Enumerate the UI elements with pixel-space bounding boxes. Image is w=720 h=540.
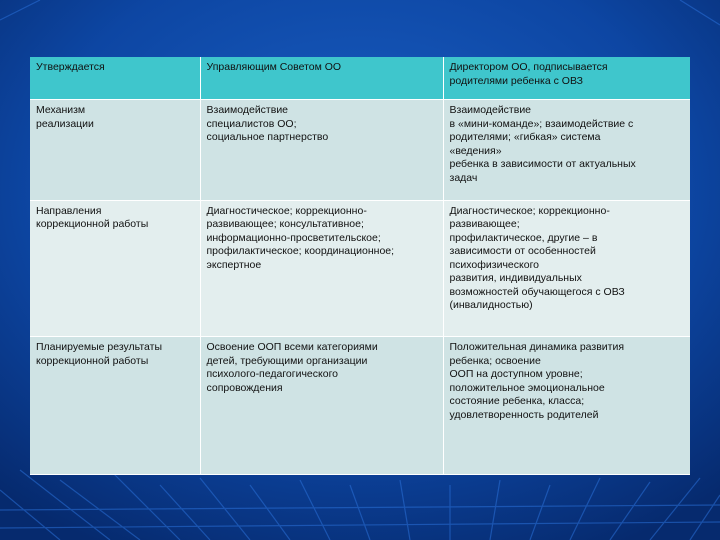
table-cell: Взаимодействие специалистов ОО; социальное партнерство [200, 100, 443, 200]
table-cell: Утверждается [30, 57, 200, 100]
table-row [30, 57, 690, 100]
table-cell: Положительная динамика развития ребенка; освоение ООП на доступном уровне; положительное эмоциональное состояние ребенка, класса; удовлетворенность родителей [443, 337, 690, 475]
table-cell: Управляющим Советом ОО [200, 57, 443, 100]
table-cell: Планируемые результаты коррекционной работы [30, 337, 200, 475]
table-row [30, 200, 690, 337]
table-cell: Освоение ООП всеми категориями детей, требующими организации психолого-педагогического сопровождения [200, 337, 443, 475]
table-cell: Взаимодействие в «мини-команде»; взаимодействие с родителями; «гибкая» система «ведения» ребенка в зависимости от актуальных задач [443, 100, 690, 200]
comparison-table [30, 57, 690, 475]
table-cell: Диагностическое; коррекционно- развивающее; профилактическое, другие – в зависимости от особенностей психофизического развития, индивидуальных возможностей обучающегося с ОВЗ (инвалидностью) [443, 200, 690, 337]
table-row [30, 337, 690, 475]
table-cell: Директором ОО, подписывается родителями ребенка с ОВЗ [443, 57, 690, 100]
table-cell: Механизм реализации [30, 100, 200, 200]
table-cell: Направления коррекционной работы [30, 200, 200, 337]
table-row [30, 100, 690, 200]
table-cell: Диагностическое; коррекционно- развивающее; консультативное; информационно-просветительское; профилактическое; координационное; экспертное [200, 200, 443, 337]
